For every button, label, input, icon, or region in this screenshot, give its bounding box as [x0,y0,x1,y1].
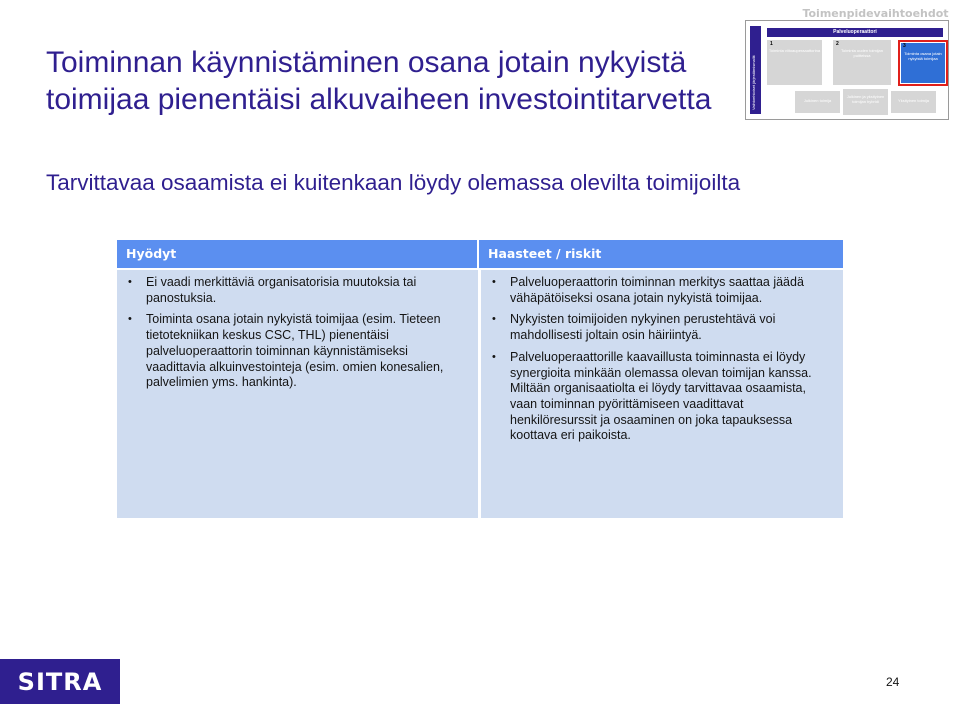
thumbnail-top-bar: Palveluoperaattori [767,28,943,37]
table-header-row [117,240,843,268]
risk-item: • Palveluoperaattorille kaavaillusta toiminnasta ei löydy synergioita minkään olemassa olevan toimijan kanssa. Miltään organisaatiolta ei löydy tarvittavaa osaamista, vaan toiminnan pyörittämiseen vaadittavat henkilöresurssit ja osaaminen on joka tapauksessa koottava eri paikoista. [491,350,829,444]
section-tag: Toimenpidevaihtoehdot [802,7,949,20]
thumbnail-option-3-label: Toiminta osana jotain nykyistä toimijaa [904,51,942,61]
thumbnail-option-1-label: Toiminta viitoauperaaattorina [768,48,821,53]
risks-list [491,275,829,444]
benefits-list [127,275,464,391]
benefits-risks-table [117,240,843,518]
thumbnail-side-bar [750,26,761,114]
logo-text: SITRA [17,667,103,696]
thumbnail-sub-2-label: Julkinen ja yksityinen toimijan hybridi [846,94,885,104]
benefit-item: • Ei vaadi merkittäviä organisatorisia muutoksia tai panostuksia. [127,275,464,306]
thumbnail-sub-1 [795,91,840,113]
thumbnail-option-3-number: 3 [903,43,906,49]
thumbnail-side-label: Vaihtoehtoiset järjestämismallit [751,55,756,110]
thumbnail-option-1-number: 1 [770,41,773,47]
navigation-thumbnail [745,20,949,120]
benefit-item: • Toiminta osana jotain nykyistä toimijaa (esim. Tieteen tietotekniikan keskus CSC, THL) pienentäisi palveluoperaattorin toiminnan käynnistämiseksi vaadittavia alkuinvestointeja (esim. omien konesalien, palvelimien yms. hankinta). [127,312,464,391]
thumbnail-option-1 [767,40,822,85]
thumbnail-option-2 [833,40,891,85]
thumbnail-sub-3 [891,91,936,113]
thumbnail-sub-3-label: Yksityinen toimija [898,98,929,103]
header-risks: Haasteet / riskit [488,246,602,261]
risk-item: • Nykyisten toimijoiden nykyinen perustehtävä voi mahdollisesti joltain osin häiriintyä. [491,312,829,343]
thumbnail-highlight-frame [898,40,948,86]
slide-subtitle: Tarvittavaa osaamista ei kuitenkaan löydy olemassa olevilta toimijoilta [46,170,741,195]
header-benefits: Hyödyt [117,240,479,268]
risks-cell [481,270,843,518]
table-body-row [117,270,843,518]
thumbnail-option-2-number: 2 [836,41,839,47]
thumbnail-sub-2 [843,89,888,115]
risk-item: • Palveluoperaattorin toiminnan merkitys saattaa jäädä vähäpätöiseksi osana jotain nykyistä toimijaa. [491,275,829,306]
benefits-cell [117,270,478,518]
slide-title: Toiminnan käynnistäminen osana jotain nykyistä toimijaa pienentäisi alkuvaiheen investointitarvetta [46,46,712,116]
sitra-logo [0,659,120,704]
page-number: 24 [886,675,900,689]
thumbnail-option-2-label: Toiminta uuden toimijan puitteissa [840,48,884,58]
thumbnail-sub-1-label: Julkinen toimija [803,98,832,103]
